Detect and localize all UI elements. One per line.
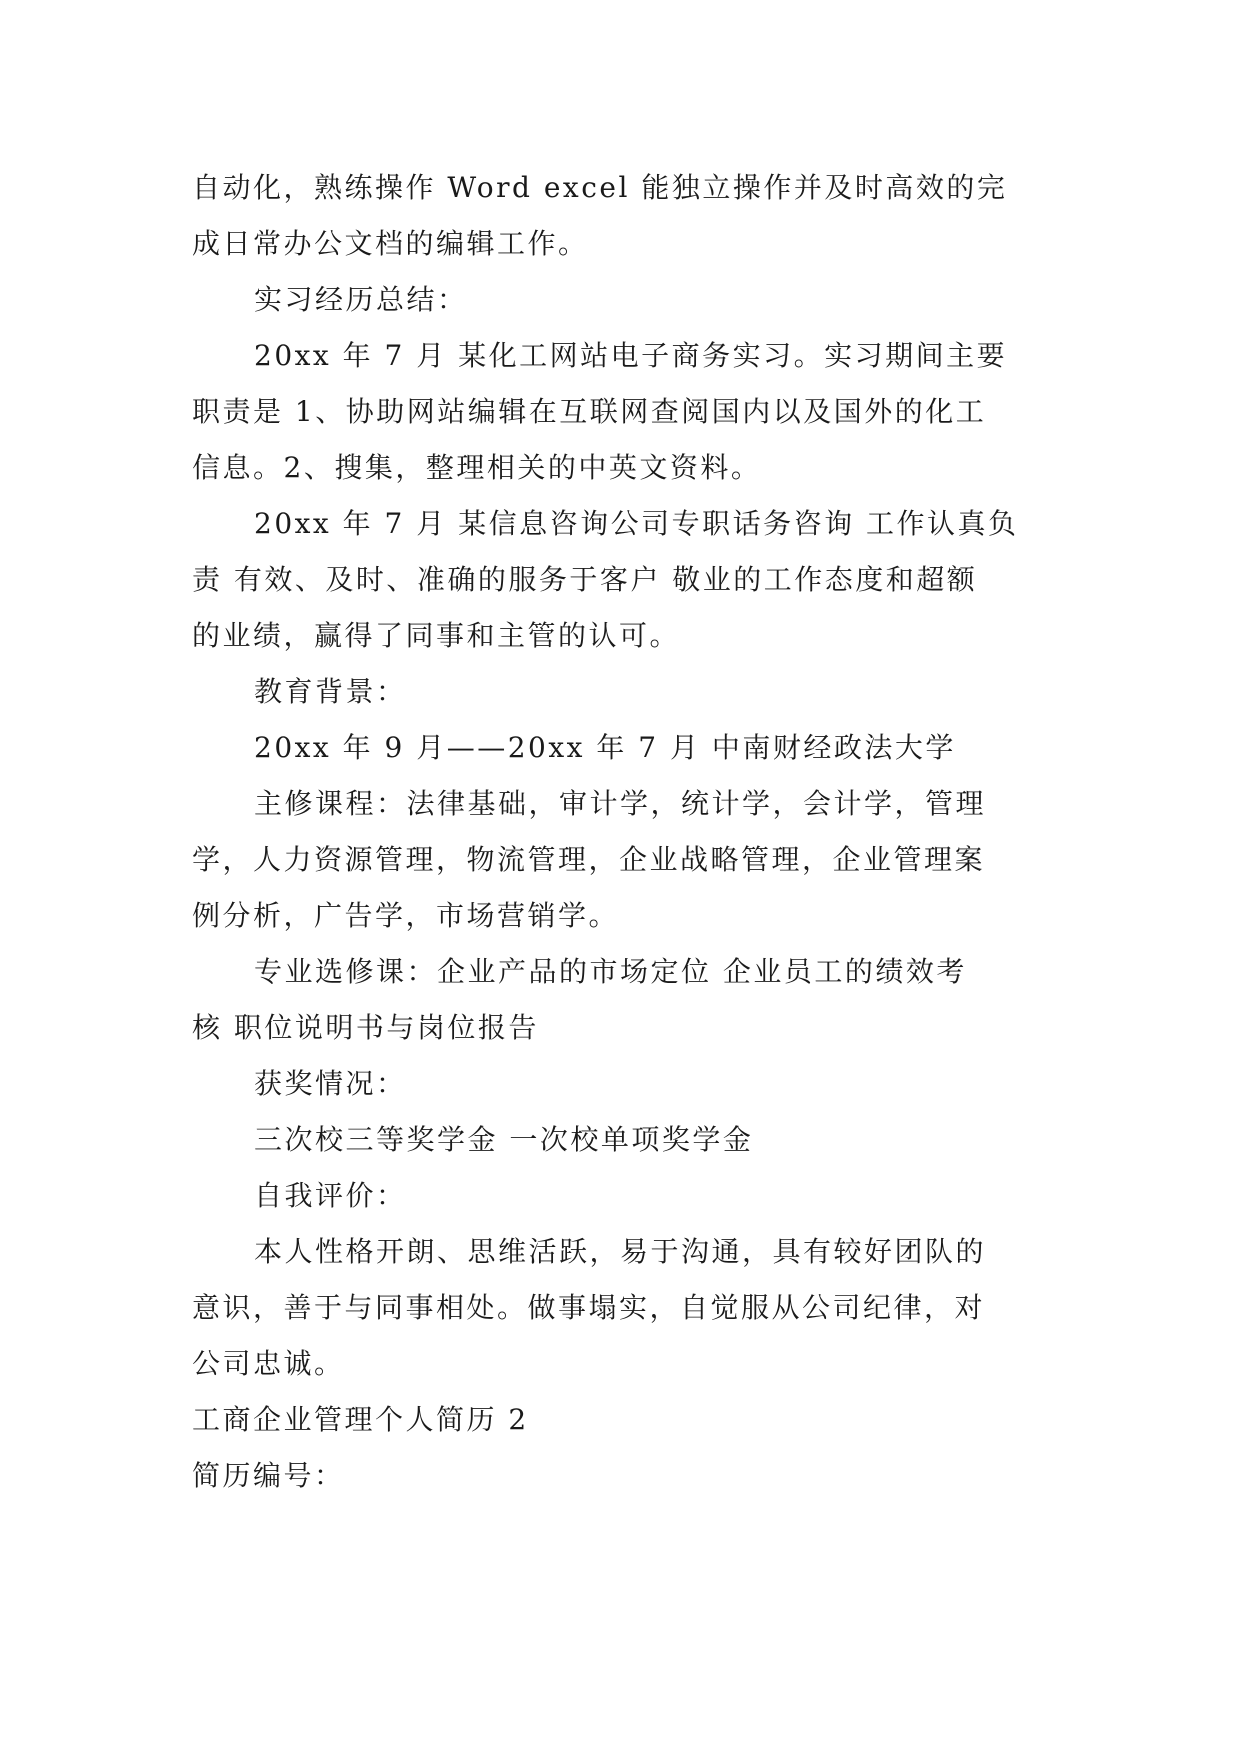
section-heading-education: 教育背景： [254,675,407,708]
text-line: 责 有效、及时、准确的服务于客户 敬业的工作态度和超额 [192,563,978,596]
text-line: 职责是 1、协助网站编辑在互联网查阅国内以及国外的化工 [192,395,987,428]
text-line: 20xx 年 7 月 某化工网站电子商务实习。实习期间主要 [254,339,1008,372]
section-heading-internship: 实习经历总结： [254,283,468,316]
text-line: 成日常办公文档的编辑工作。 [192,227,589,260]
text-line: 意识，善于与同事相处。做事塌实，自觉服从公司纪律，对 [192,1291,986,1324]
text-line: 20xx 年 7 月 某信息咨询公司专职话务咨询 工作认真负 [254,507,1019,540]
text-line: 核 职位说明书与岗位报告 [192,1011,539,1044]
section-heading-awards: 获奖情况： [254,1067,407,1100]
document-title-resume-2: 工商企业管理个人简历 2 [192,1403,529,1436]
document-body [192,160,1052,1504]
text-line: 20xx 年 9 月——20xx 年 7 月 中南财经政法大学 [254,731,956,764]
text-line: 学，人力资源管理，物流管理，企业战略管理，企业管理案 [192,843,986,876]
text-line: 的业绩，赢得了同事和主管的认可。 [192,619,681,652]
text-line: 主修课程：法律基础，审计学，统计学，会计学，管理 [254,787,987,820]
text-line: 例分析，广告学，市场营销学。 [192,899,620,932]
resume-number-label: 简历编号： [192,1459,345,1492]
section-heading-self-evaluation: 自我评价： [254,1179,407,1212]
text-line: 自动化，熟练操作 Word excel 能独立操作并及时高效的完 [192,171,1008,204]
text-line: 三次校三等奖学金 一次校单项奖学金 [254,1123,754,1156]
text-line: 专业选修课：企业产品的市场定位 企业员工的绩效考 [254,955,967,988]
text-line: 公司忠诚。 [192,1347,345,1380]
text-line: 信息。2、搜集，整理相关的中英文资料。 [192,451,762,484]
text-line: 本人性格开朗、思维活跃，易于沟通，具有较好团队的 [254,1235,987,1268]
